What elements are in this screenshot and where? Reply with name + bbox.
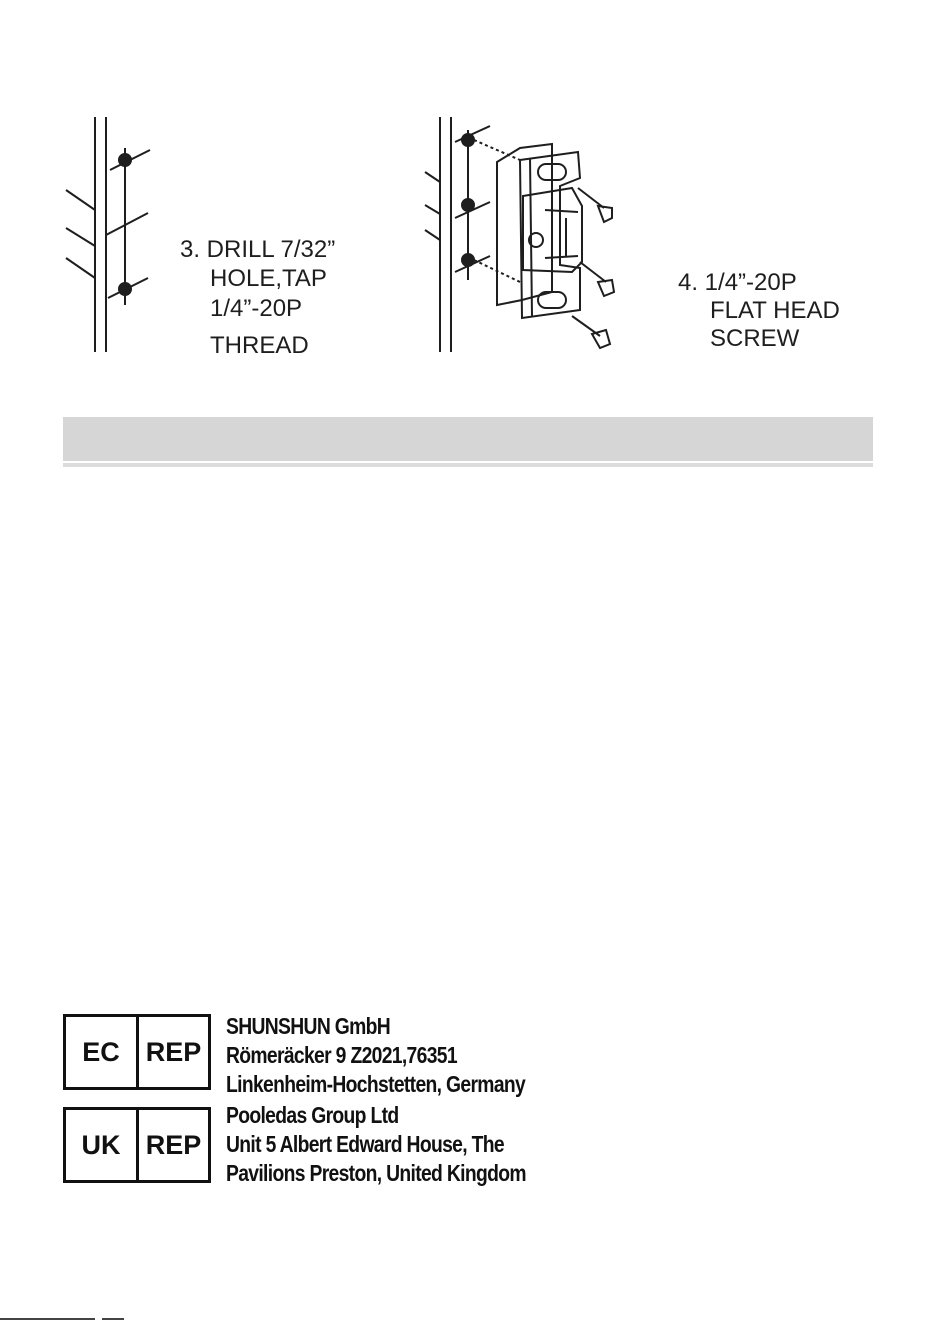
- step3-line-2: HOLE,TAP: [210, 265, 327, 292]
- step3-line-4: THREAD: [210, 332, 309, 359]
- step4-line-3: SCREW: [710, 325, 800, 352]
- step4-strike-illustration: [425, 117, 614, 352]
- uk-rep-badge-right: REP: [145, 1129, 202, 1160]
- page-edge-mark: [0, 1318, 95, 1320]
- step4-line-2: FLAT HEAD: [710, 297, 840, 324]
- ec-rep-badge-right: REP: [145, 1036, 202, 1067]
- uk-rep-badge-left: UK: [66, 1110, 139, 1180]
- ec-rep-badge-left: EC: [66, 1017, 139, 1087]
- section-divider-bar: [63, 417, 873, 461]
- uk-rep-city: Pavilions Preston, United Kingdom: [226, 1160, 526, 1186]
- installation-diagram: [0, 0, 932, 400]
- ec-rep-city: Linkenheim-Hochstetten, Germany: [226, 1071, 526, 1097]
- ec-rep-badge: [63, 1014, 211, 1090]
- page-edge-mark-short: [102, 1318, 124, 1320]
- step4-label: [678, 269, 840, 352]
- uk-rep-address: [226, 1101, 526, 1188]
- step3-line-3: 1/4”-20P: [210, 295, 303, 322]
- section-divider-rule: [63, 463, 873, 467]
- ec-rep-street: Römeräcker 9 Z2021,76351: [226, 1042, 457, 1068]
- step4-line-1: 4. 1/4”-20P: [678, 269, 797, 296]
- uk-rep-street: Unit 5 Albert Edward House, The: [226, 1131, 504, 1157]
- step3-frame-illustration: [66, 117, 150, 352]
- step3-label: [180, 236, 335, 359]
- step3-line-1: 3. DRILL 7/32”: [180, 236, 336, 263]
- uk-rep-badge: [63, 1107, 211, 1183]
- ec-rep-company: SHUNSHUN GmbH: [226, 1013, 391, 1039]
- uk-rep-company: Pooledas Group Ltd: [226, 1102, 399, 1128]
- ec-rep-address: [226, 1012, 525, 1099]
